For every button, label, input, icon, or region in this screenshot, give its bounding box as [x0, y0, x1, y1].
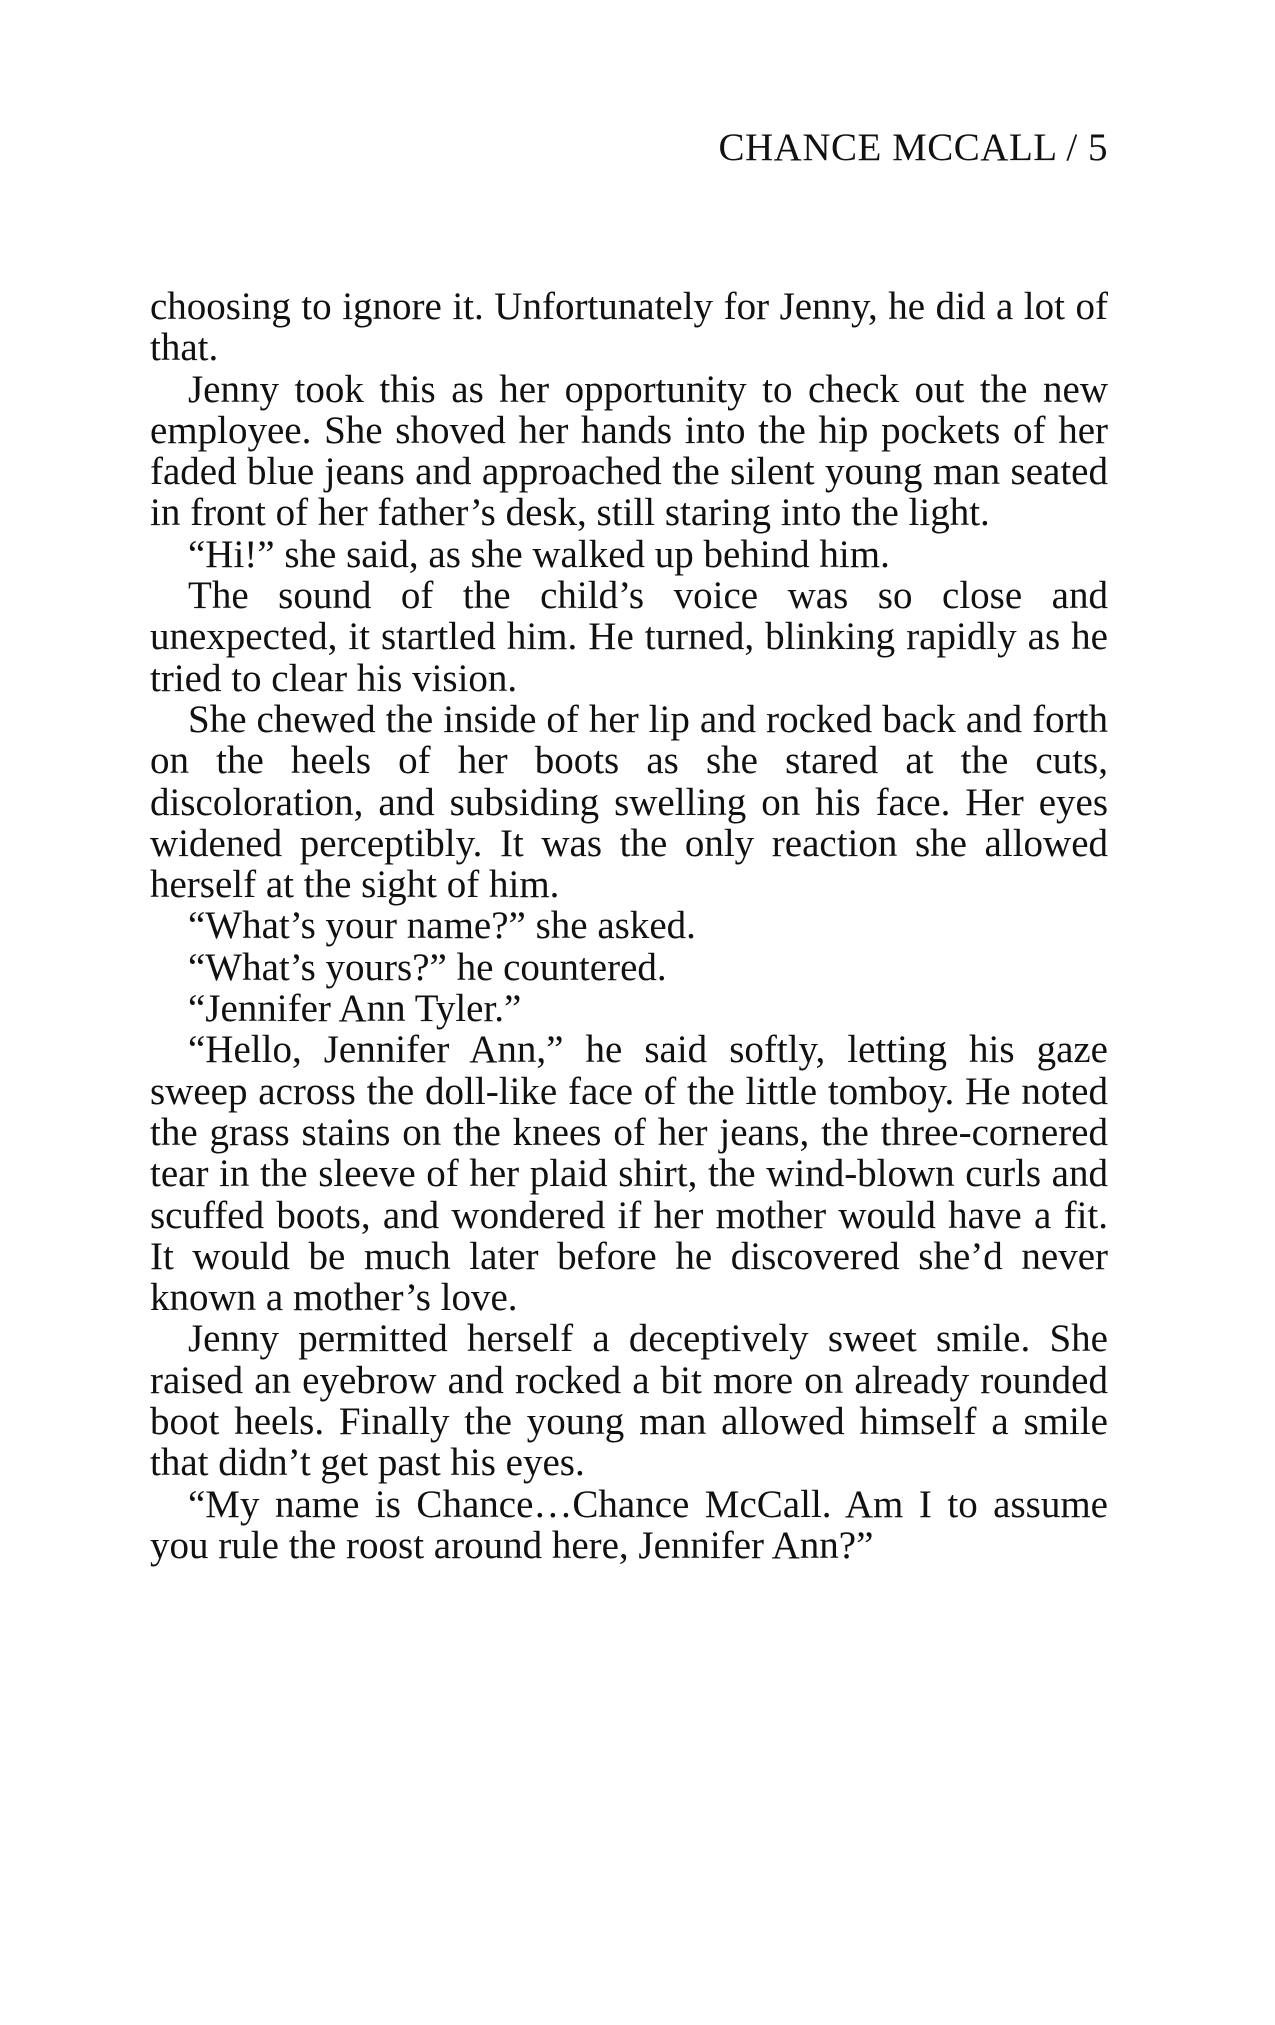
- paragraph: Jenny took this as her opportunity to check out the new employee. She shoved her hands into the hip pockets of her faded blue jeans and approached the silent young man seated in front of her father’s desk, still staring into the light.: [150, 367, 1108, 535]
- paragraph: She chewed the inside of her lip and rocked back and forth on the heels of her boots as she stared at the cuts, discoloration, and subsiding swelling on his face. Her eyes widened perceptibly. It was the only reaction she allowed herself at the sight of him.: [150, 697, 1108, 907]
- paragraph: choosing to ignore it. Unfortunately for Jenny, he did a lot of that.: [150, 285, 1108, 370]
- paragraph: “Hi!” she said, as she walked up behind him.: [188, 532, 890, 576]
- body-text: [150, 286, 1108, 1566]
- paragraph: “What’s your name?” she asked.: [188, 904, 696, 948]
- paragraph: “Jennifer Ann Tyler.”: [188, 987, 522, 1031]
- paragraph: “What’s yours?” he countered.: [188, 945, 667, 989]
- paragraph: Jenny permitted herself a deceptively sweet smile. She raised an eyebrow and rocked a bit more on already rounded boot heels. Finally the young man allowed himself a smile that didn’t get past his eyes.: [150, 1317, 1108, 1485]
- paragraph: “Hello, Jennifer Ann,” he said softly, letting his gaze sweep across the doll-like face of the little tomboy. He noted the grass stains on the knees of her jeans, the three-cornered tear in the sleeve of her plaid shirt, the wind-blown curls and scuffed boots, and wondered if her mother would have a fit. It would be much later before he discovered she’d never known a mother’s love.: [150, 1028, 1108, 1320]
- book-page: [150, 0, 1108, 2025]
- running-head: CHANCE MCCALL / 5: [718, 126, 1108, 169]
- paragraph: “My name is Chance…Chance McCall. Am I to assume you rule the roost around here, Jennifer Ann?”: [150, 1482, 1108, 1567]
- paragraph: The sound of the child’s voice was so close and unexpected, it startled him. He turned, blinking rapidly as he tried to clear his vision.: [150, 574, 1108, 700]
